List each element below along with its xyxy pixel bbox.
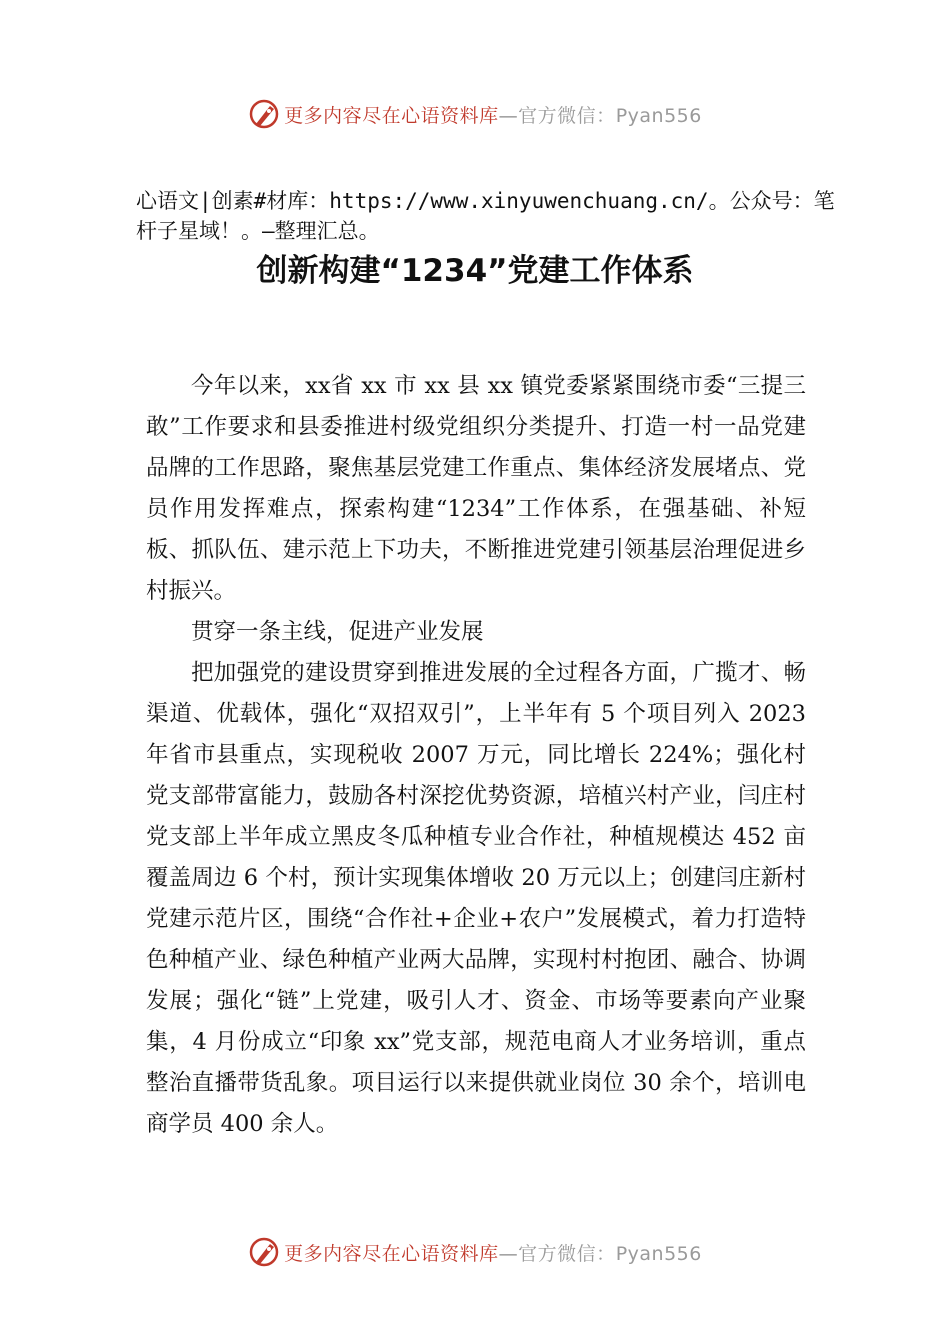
section-heading: 贯穿一条主线，促进产业发展 xyxy=(191,619,484,645)
source-note: 心语文|创素#材库：https://www.xinyuwenchuang.cn/。公众号：笔杆子星域！。—整理汇总。 xyxy=(136,189,835,243)
watermark-banner-bottom xyxy=(0,1232,950,1272)
pen-logo-icon xyxy=(248,1236,280,1268)
watermark-text: 更多内容尽在心语资料库—官方微信：Pyan556 xyxy=(284,104,702,127)
watermark-text: 更多内容尽在心语资料库—官方微信：Pyan556 xyxy=(284,1242,702,1265)
body-paragraph: 把加强党的建设贯穿到推进发展的全过程各方面，广揽才、畅渠道、优载体，强化“双招双引”，上半年有 5 个项目列入 2023 年省市县重点，实现税收 2007 万元，同比增长 224%；强化村党支部带富能力，鼓励各村深挖优势资源，培植兴村产业，闫庄村党支部上半年成立黑皮冬瓜种植专业合作社，种植规模达 452 亩覆盖周边 6 个村，预计实现集体增收 20 万元以上；创建闫庄新村党建示范片区，围绕“合作社+企业+农户”发展模式，着力打造特色种植产业、绿色种植产业两大品牌，实现村村抱团、融合、协调发展；强化“链”上党建，吸引人才、资金、市场等要素向产业聚集，4 月份成立“印象 xx”党支部，规范电商人才业务培训，重点整治直播带货乱象。项目运行以来提供就业岗位 30 余个，培训电商学员 400 余人。 xyxy=(146,660,806,1137)
document-body xyxy=(146,366,806,1145)
intro-paragraph: 今年以来，xx省 xx 市 xx 县 xx 镇党委紧紧围绕市委“三提三敢”工作要求和县委推进村级党组织分类提升、打造一村一品党建品牌的工作思路，聚焦基层党建工作重点、集体经济发展堵点、党员作用发挥难点，探索构建“1234”工作体系，在强基础、补短板、抓队伍、建示范上下功夫，不断推进党建引领基层治理促进乡村振兴。 xyxy=(146,373,806,604)
pen-logo-icon xyxy=(248,98,280,130)
watermark-banner-top xyxy=(0,94,950,134)
document-title: 创新构建“1234”党建工作体系 xyxy=(256,253,694,289)
